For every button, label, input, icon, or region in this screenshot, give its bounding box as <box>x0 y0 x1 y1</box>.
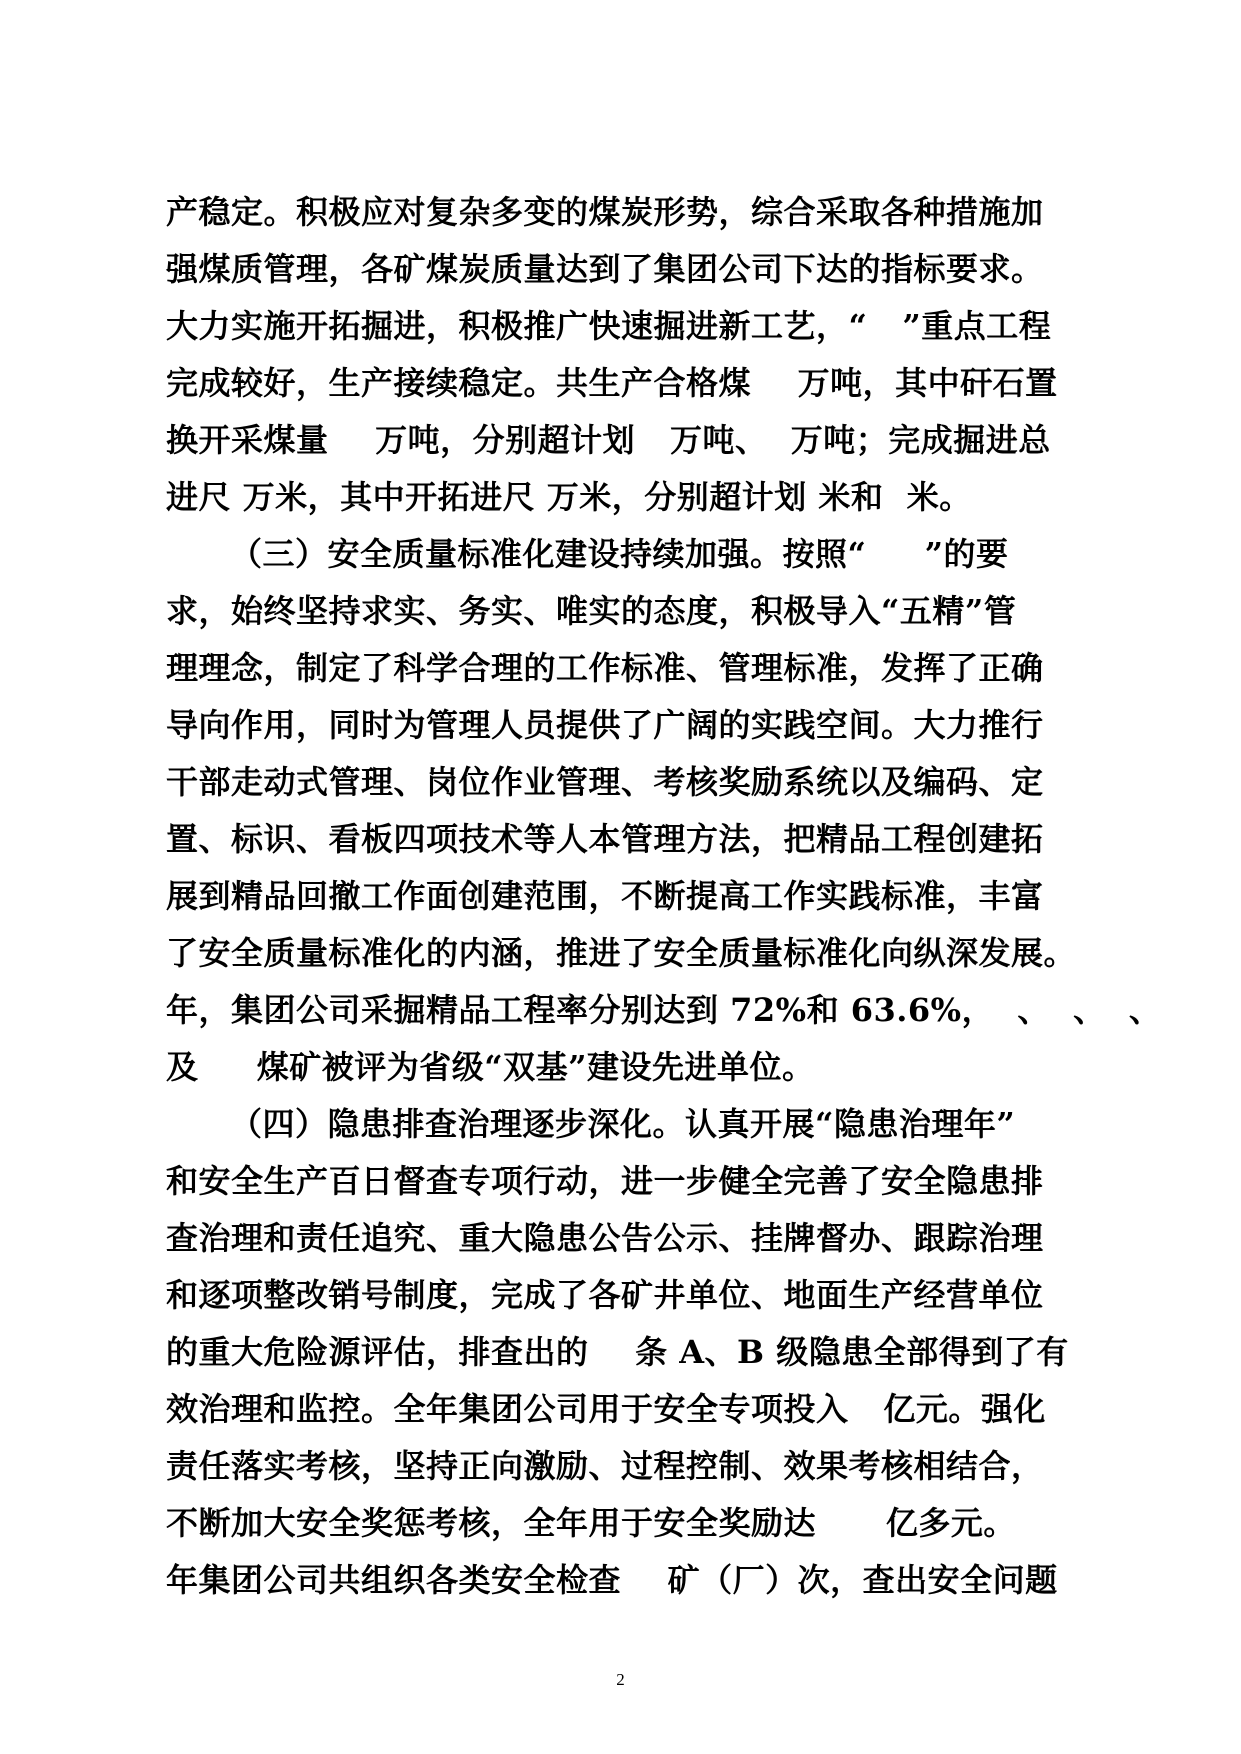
paragraph-line: 展到精品回撤工作面创建范围，不断提高工作实践标准，丰富 <box>166 877 1044 915</box>
paragraph-line: 干部走动式管理、岗位作业管理、考核奖励系统以及编码、定 <box>166 763 1044 801</box>
paragraph-line: 了安全质量标准化的内涵，推进了安全质量标准化向纵深发展。 <box>166 934 1077 972</box>
paragraph-line: 效治理和监控。全年集团公司用于安全专项投入 亿元。强化 <box>166 1390 1046 1428</box>
paragraph-line: 强煤质管理，各矿煤炭质量达到了集团公司下达的指标要求。 <box>166 250 1044 288</box>
paragraph-line: 求，始终坚持求实、务实、唯实的态度，积极导入“五精”管 <box>166 592 1017 630</box>
paragraph-line: 及 煤矿被评为省级“双基”建设先进单位。 <box>166 1048 815 1086</box>
section-heading-line: （三）安全质量标准化建设持续加强。按照“ ”的要 <box>230 535 1009 573</box>
paragraph-line: 年集团公司共组织各类安全检查 矿（厂）次，查出安全问题 <box>166 1561 1058 1599</box>
paragraph-line: 的重大危险源评估，排查出的 条 A、B 级隐患全部得到了有 <box>166 1333 1069 1371</box>
paragraph-line: 导向作用，同时为管理人员提供了广阔的实践空间。大力推行 <box>166 706 1044 744</box>
paragraph-line: 理理念，制定了科学合理的工作标准、管理标准，发挥了正确 <box>166 649 1044 687</box>
page-number: 2 <box>616 1670 625 1689</box>
paragraph-line: 换开采煤量 万吨，分别超计划 万吨、 万吨；完成掘进总 <box>166 421 1051 459</box>
paragraph-line: 置、标识、看板四项技术等人本管理方法，把精品工程创建拓 <box>166 820 1044 858</box>
paragraph-line: 完成较好，生产接续稳定。共生产合格煤 万吨，其中矸石置 <box>166 364 1058 402</box>
paragraph-line: 产稳定。积极应对复杂多变的煤炭形势，综合采取各种措施加 <box>166 193 1044 231</box>
paragraph-line: 查治理和责任追究、重大隐患公告公示、挂牌督办、跟踪治理 <box>166 1219 1044 1257</box>
paragraph-line: 和逐项整改销号制度，完成了各矿井单位、地面生产经营单位 <box>166 1276 1044 1314</box>
paragraph-line: 年，集团公司采掘精品工程率分别达到 72%和 63.6%， 、 、 、 <box>166 991 1162 1029</box>
document-body <box>166 184 1162 1609</box>
paragraph-line: 大力实施开拓掘进，积极推广快速掘进新工艺，“ ”重点工程 <box>166 307 1052 345</box>
paragraph-line: 进尺 万米，其中开拓进尺 万米，分别超计划 米和 米。 <box>166 478 972 516</box>
paragraph-line: 责任落实考核，坚持正向激励、过程控制、效果考核相结合， <box>166 1447 1044 1485</box>
paragraph-line: 不断加大安全奖惩考核，全年用于安全奖励达 亿多元。 <box>166 1504 1016 1542</box>
paragraph-line: 和安全生产百日督查专项行动，进一步健全完善了安全隐患排 <box>166 1162 1044 1200</box>
section-heading-line: （四）隐患排查治理逐步深化。认真开展“隐患治理年” <box>230 1105 1016 1143</box>
